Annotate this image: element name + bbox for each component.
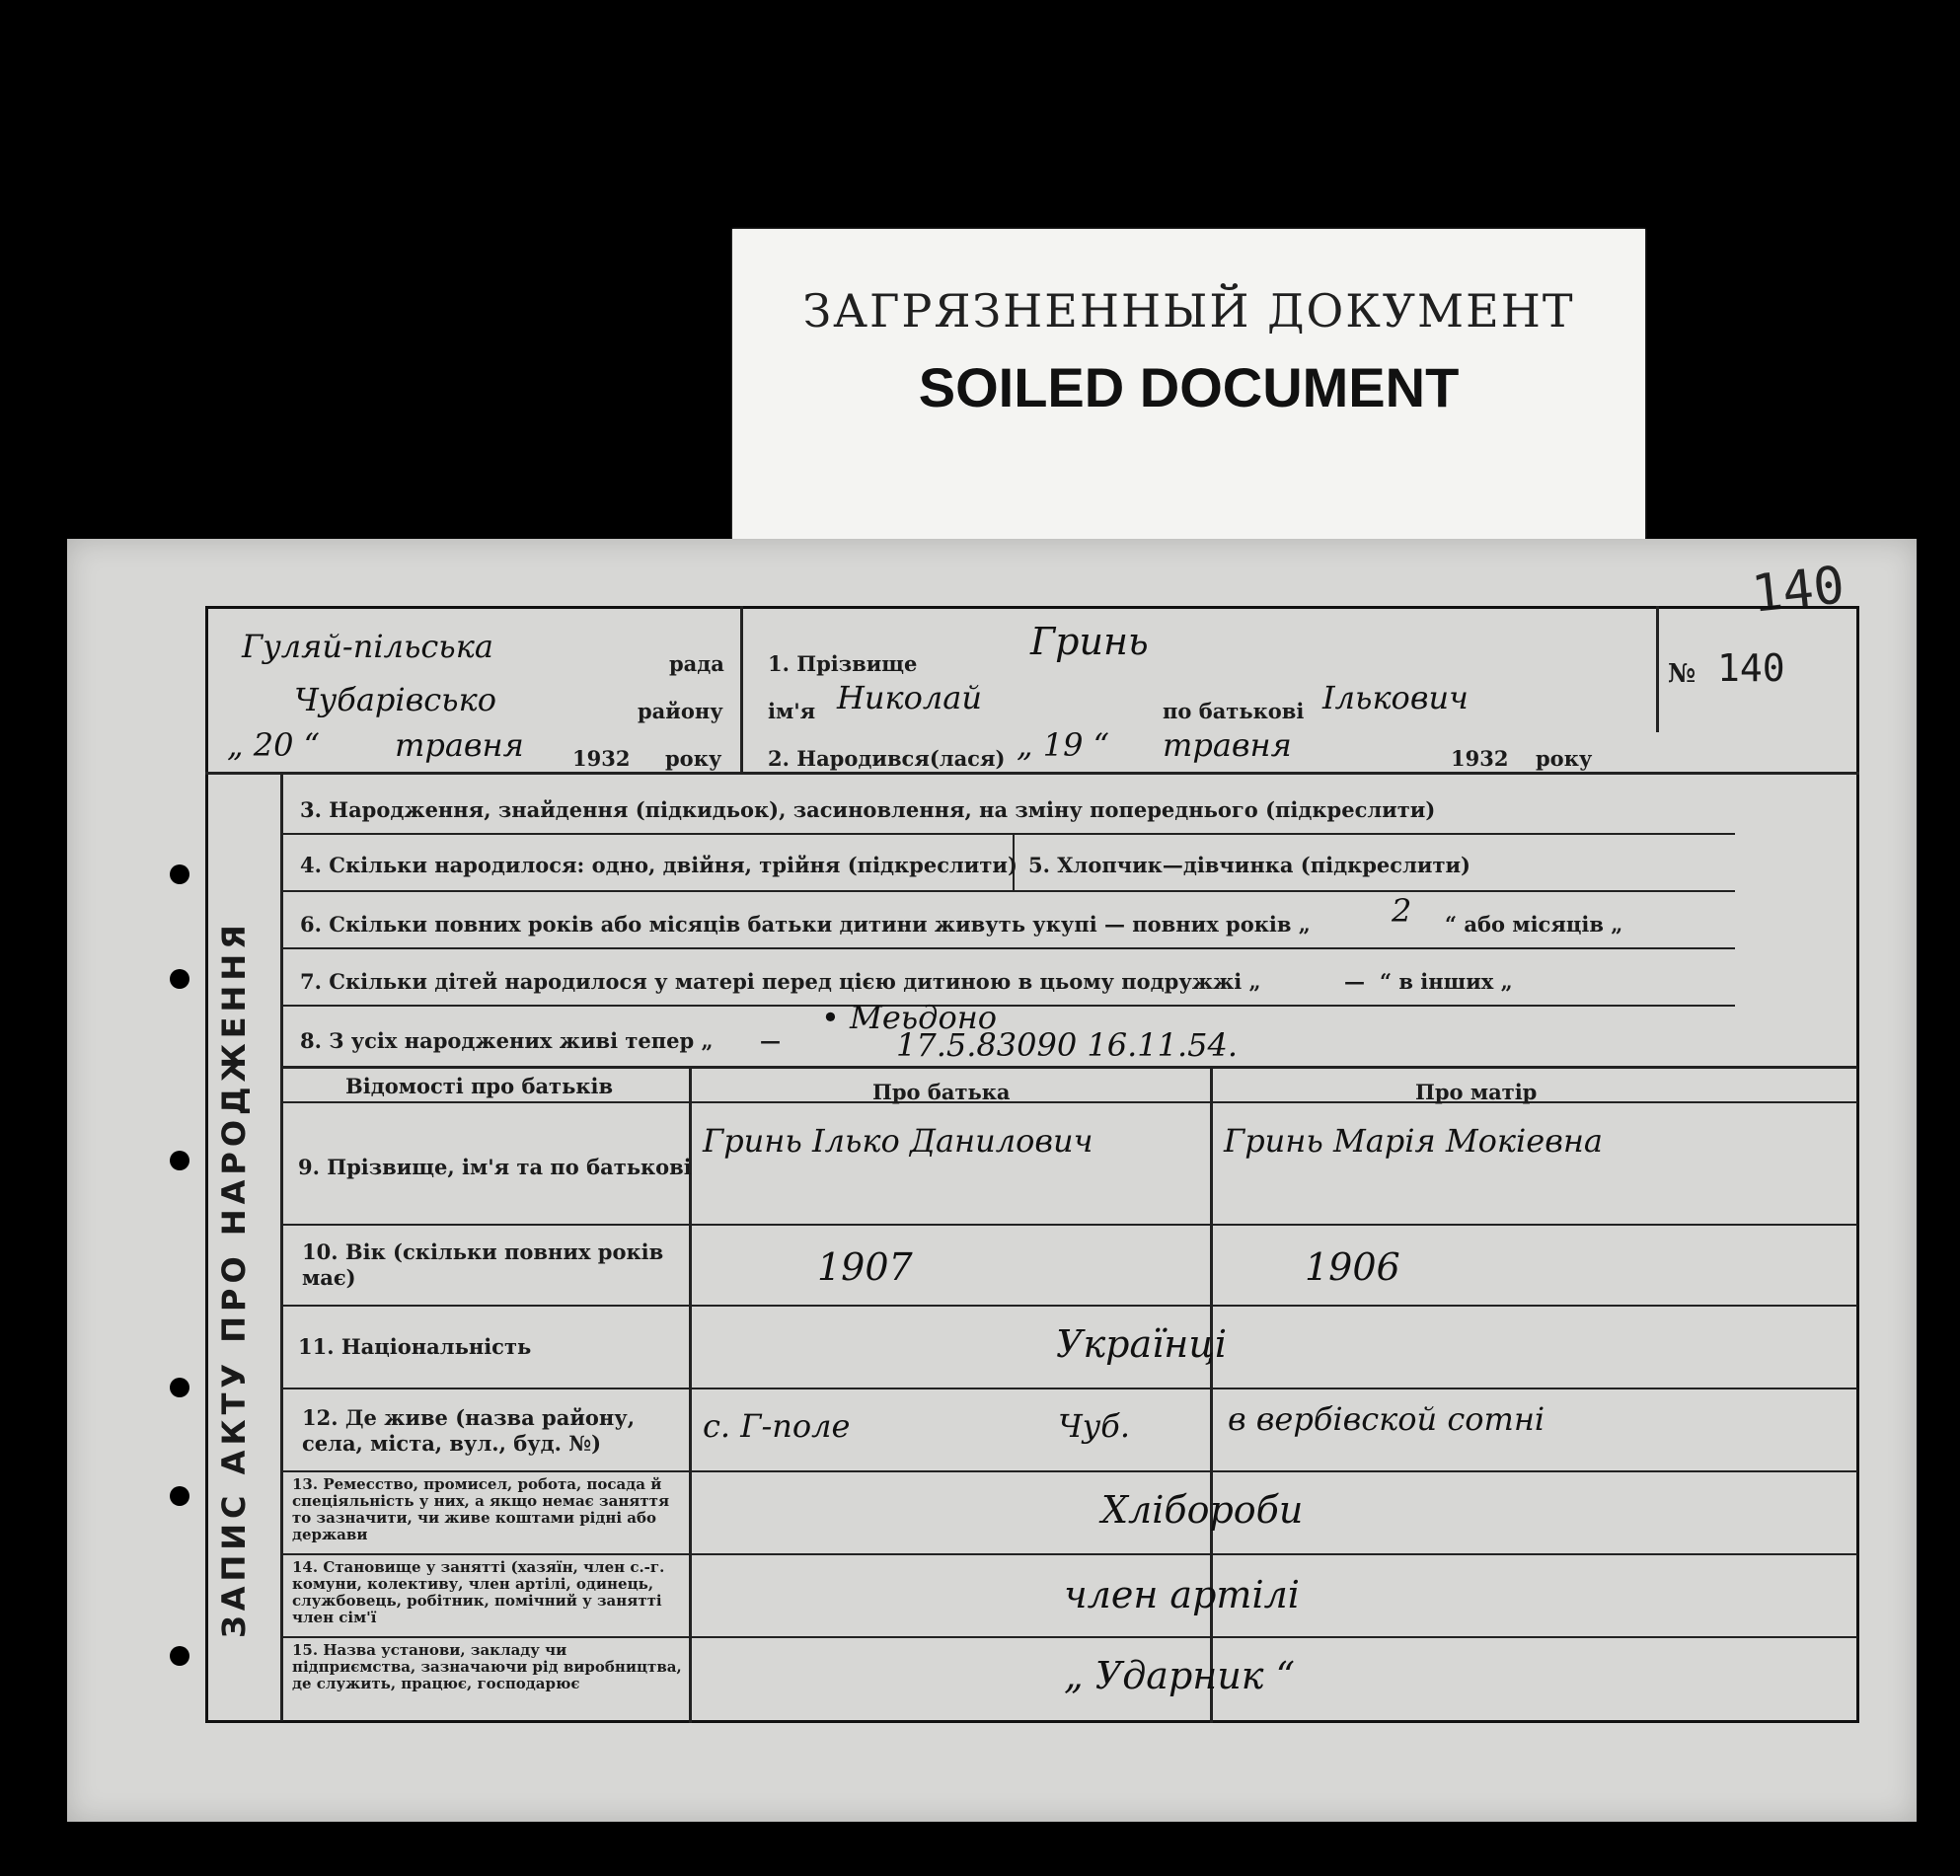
col-father: Про батька — [872, 1080, 1011, 1104]
row6-text: 6. Скільки повних років або місяців батьки дитини живуть укупі — повних років „ — [300, 912, 1311, 937]
row7-value: — — [1344, 969, 1365, 994]
rayon-label: району — [638, 699, 723, 723]
row10-label: 10. Вік (скільки повних років має) — [302, 1239, 664, 1290]
table-row-line — [282, 1224, 1857, 1226]
row4-text: 4. Скільки народилося: одно, двійня, трійня (підкреслити) — [300, 853, 1018, 877]
date-year: 1932 — [572, 746, 631, 771]
col-mother: Про матір — [1415, 1080, 1538, 1104]
row9-mother: Гринь Марія Мокіевна — [1224, 1122, 1603, 1160]
punch-hole — [170, 1486, 189, 1506]
birth-label: 2. Народився(лася) — [768, 746, 1006, 771]
side-title-divider — [280, 774, 283, 1721]
row10-mother: 1906 — [1305, 1245, 1400, 1289]
surname-label: 1. Прізвище — [768, 651, 918, 676]
table-row-line — [282, 1470, 1857, 1472]
row6-years: 2 — [1392, 892, 1412, 930]
date-label: року — [665, 746, 722, 771]
date-month: травня — [395, 726, 524, 764]
table-row-line — [282, 1388, 1857, 1389]
row-line — [282, 1005, 1735, 1007]
table-row-line — [282, 1553, 1857, 1555]
birth-day: „ 19 “ — [1017, 726, 1109, 764]
rada-label: рада — [669, 651, 724, 676]
row-line — [282, 833, 1735, 835]
rayon-value: Чубарівсько — [294, 681, 496, 718]
punch-hole — [170, 1151, 189, 1170]
row11-label: 11. Національність — [298, 1334, 532, 1359]
date-day: „ 20 “ — [227, 726, 320, 764]
row7-tail: “ в інших „ — [1380, 969, 1513, 994]
side-title: ЗАПИС АКТУ ПРО НАРОДЖЕННЯ — [215, 920, 253, 1638]
punch-hole — [170, 864, 189, 884]
row-line — [282, 890, 1735, 892]
row12-label: 12. Де живе (назва району, села, міста, вул., буд. №) — [302, 1405, 636, 1456]
row8-note: • Меьдоно — [821, 999, 998, 1036]
row13-value: Хлібороби — [1101, 1488, 1304, 1532]
header-bottom-line — [205, 772, 1859, 775]
label-english: SOILED DOCUMENT — [918, 356, 1460, 418]
name-label: ім'я — [768, 699, 816, 723]
row8-text: 8. З усіх народжених живі тепер „ — [300, 1028, 714, 1053]
punch-hole — [170, 1378, 189, 1397]
row12-mid: Чуб. — [1058, 1407, 1130, 1445]
table-header-line — [282, 1101, 1857, 1103]
corner-number: 140 — [1749, 556, 1847, 625]
patronymic-label: по батькові — [1163, 699, 1305, 723]
birth-month: травня — [1163, 726, 1292, 764]
row15-label: 15. Назва установи, закладу чи підприємства, зазначаючи рід виробництва, де служить, працює, господарює — [292, 1641, 682, 1692]
record-number-value: 140 — [1717, 646, 1785, 690]
row8-note2: 17.5.83090 16.11.54. — [896, 1026, 1239, 1064]
row3-text: 3. Народження, знайдення (підкидьок), засиновлення, на зміну попереднього (підкреслити) — [300, 797, 1436, 822]
row7-text: 7. Скільки дітей народилося у матері перед цією дитиною в цьому подружжі „ — [300, 969, 1261, 994]
table-header: Відомості про батьків — [345, 1074, 614, 1098]
record-number-label: № — [1668, 659, 1696, 689]
table-vline-father — [1210, 1068, 1213, 1723]
row11-value: Українці — [1056, 1322, 1227, 1366]
row-line — [282, 1066, 1857, 1069]
row12-right: в вербівской сотні — [1228, 1400, 1545, 1438]
rada-value: Гуляй-пільська — [242, 628, 493, 665]
row15-value: „ Ударник “ — [1064, 1654, 1295, 1697]
table-row-line — [282, 1636, 1857, 1638]
surname-value: Гринь — [1030, 620, 1149, 663]
row12-left: с. Г-поле — [703, 1407, 851, 1445]
row-line — [282, 947, 1735, 949]
punch-hole — [170, 969, 189, 989]
row13-label: 13. Ремесство, промисел, робота, посада й спеціяльність у них, а якщо немає заняття то зазначити, чи живе коштами рідні або держави — [292, 1475, 670, 1543]
birth-year-label: року — [1536, 746, 1593, 771]
header-vline-2 — [1656, 606, 1659, 732]
soiled-document-label — [732, 229, 1645, 539]
label-russian: ЗАГРЯЗНЕННЫЙ ДОКУМЕНТ — [802, 284, 1575, 338]
patronymic-value: Ількович — [1322, 679, 1469, 716]
birth-year: 1932 — [1451, 746, 1509, 771]
row5-text: 5. Хлопчик—дівчинка (підкреслити) — [1028, 853, 1470, 877]
header-vline-1 — [740, 606, 743, 774]
row6-tail: “ або місяців „ — [1445, 912, 1623, 937]
row9-father: Гринь Ілько Данилович — [703, 1122, 1093, 1160]
row10-father: 1907 — [817, 1245, 913, 1289]
punch-hole — [170, 1646, 189, 1666]
row14-label: 14. Становище у занятті (хазяїн, член с.-г. комуни, колективу, член артілі, одинець, службовець, робітник, помічний у занятті член сім'ї — [292, 1558, 665, 1626]
row9-label: 9. Прізвище, ім'я та по батькові — [298, 1155, 692, 1179]
row14-value: член артілі — [1064, 1573, 1300, 1616]
table-row-line — [282, 1305, 1857, 1307]
name-value: Николай — [837, 679, 982, 716]
row8-value: — — [760, 1028, 781, 1053]
